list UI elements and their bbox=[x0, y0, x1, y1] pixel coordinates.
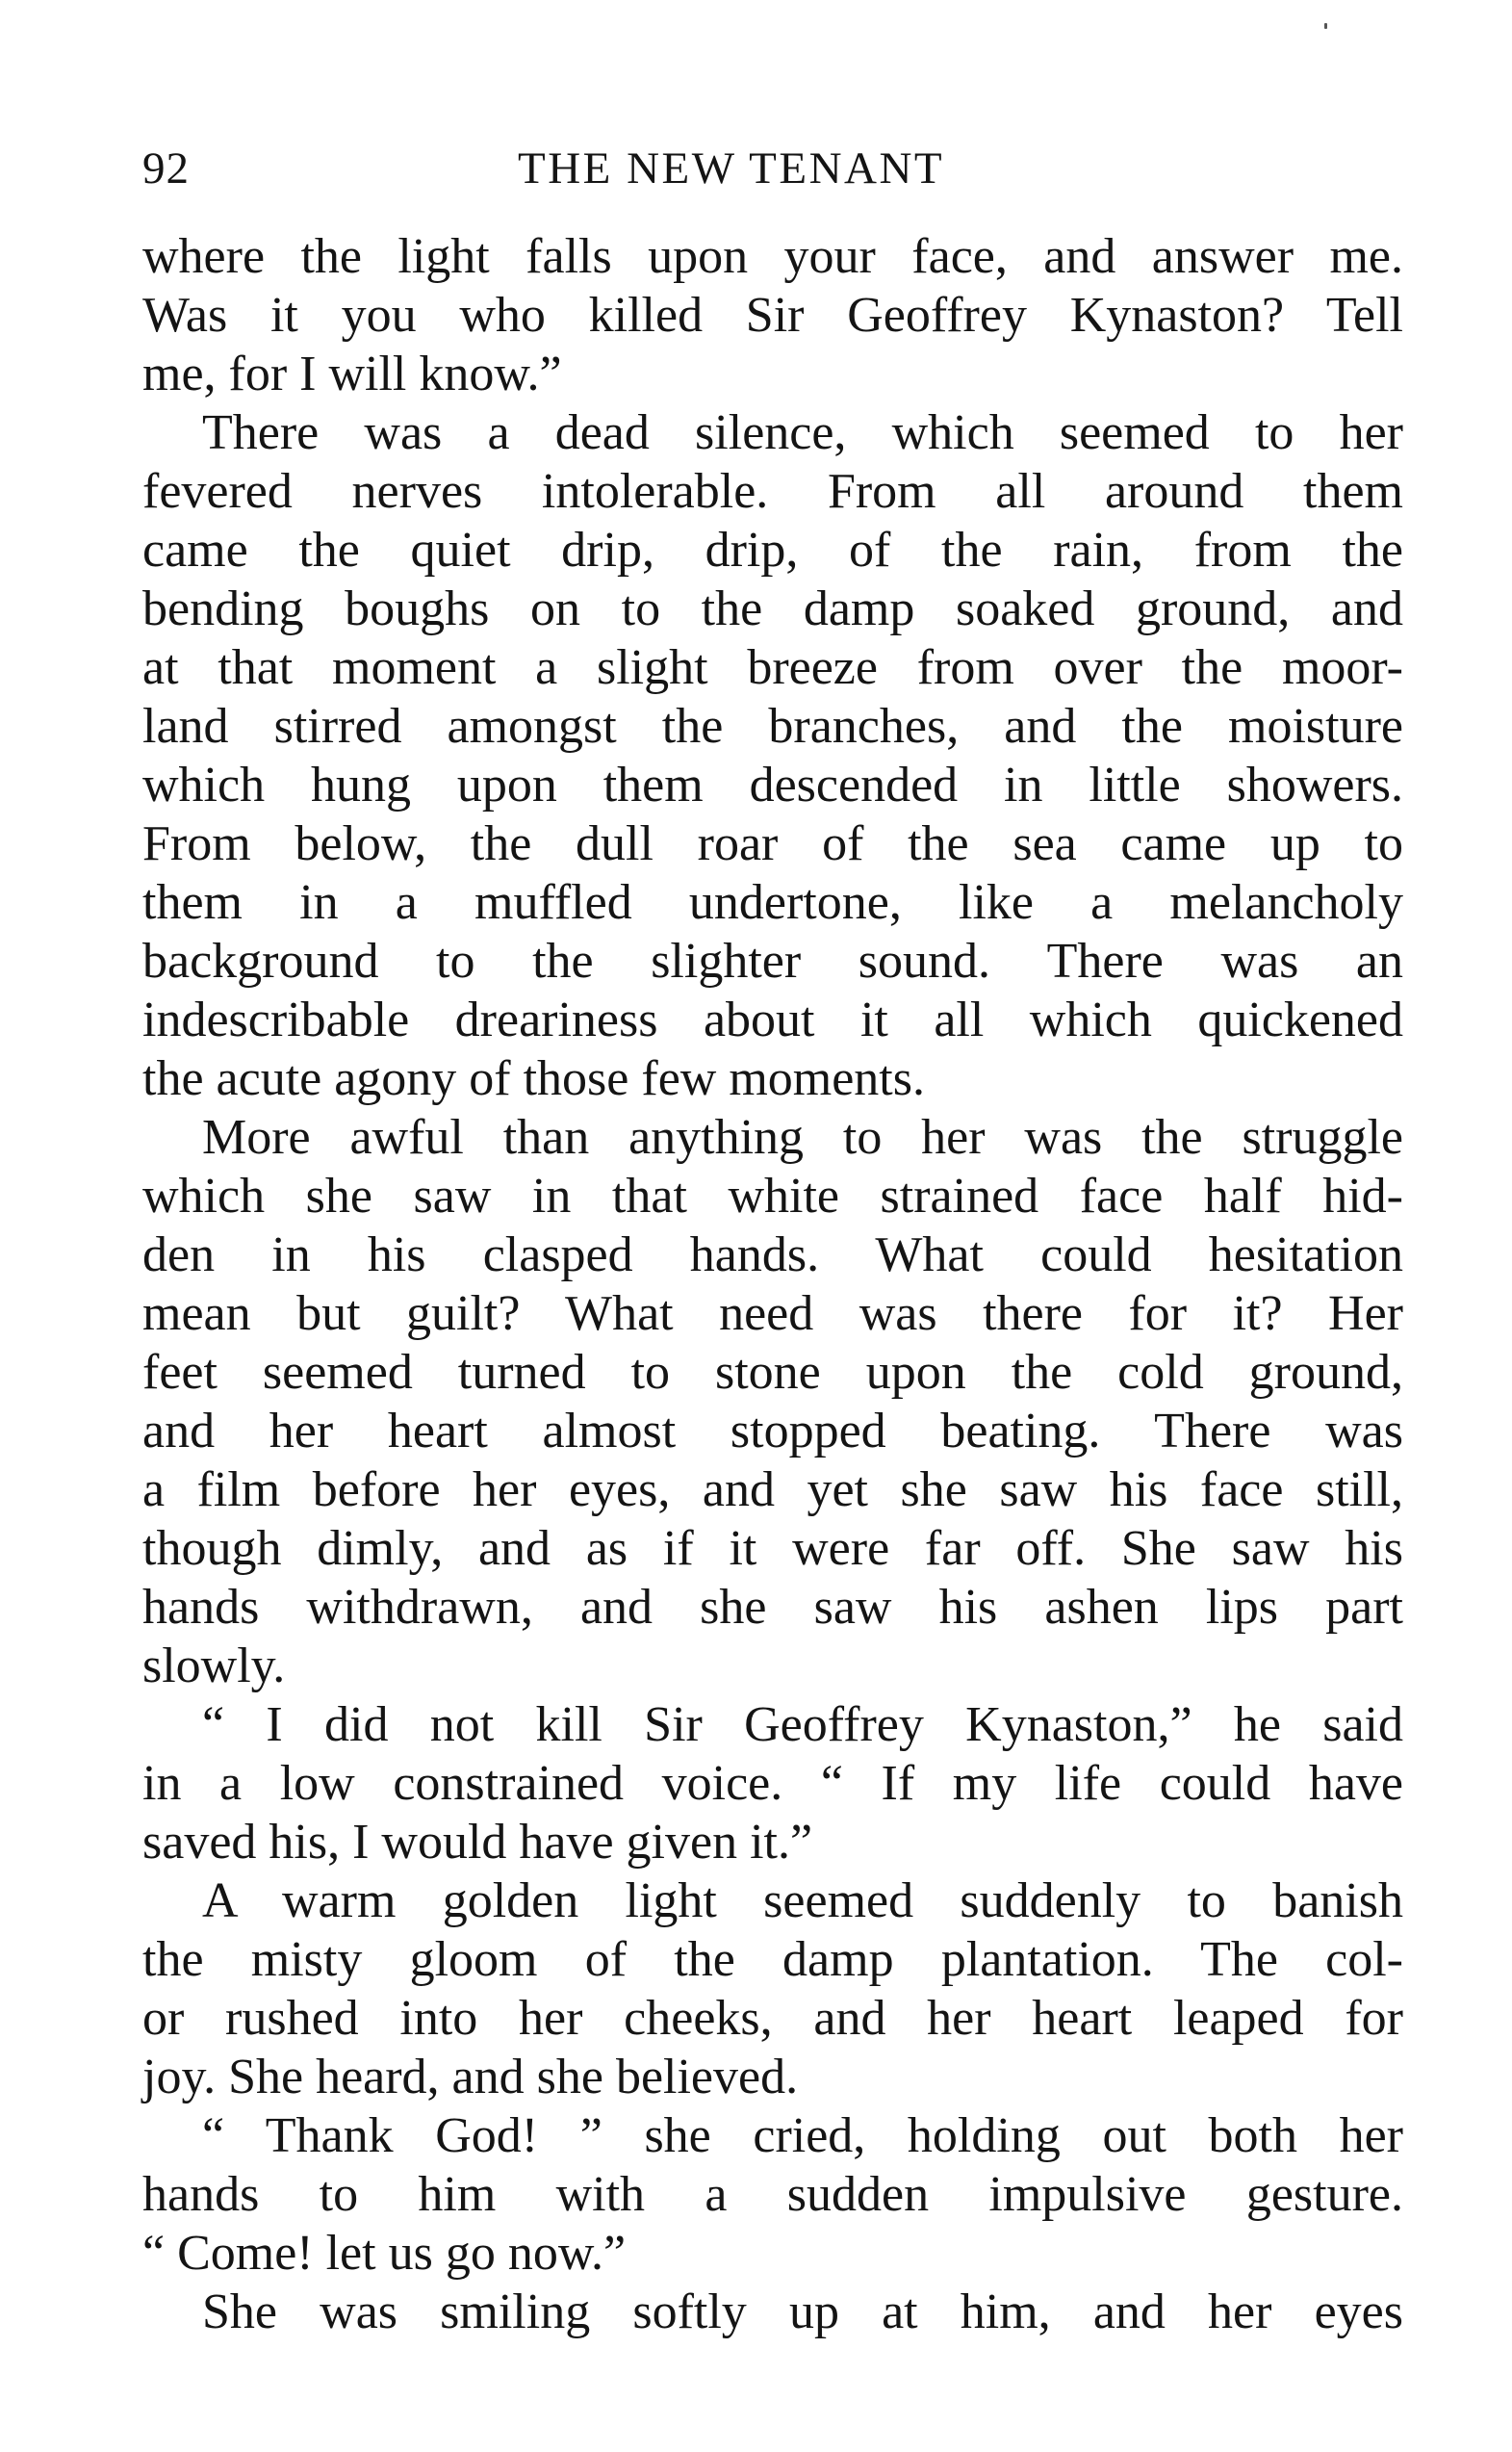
text-line: in a low constrained voice. “ If my life could have bbox=[142, 1756, 1403, 1811]
text-line: indescribable dreariness about it all which quickened bbox=[142, 993, 1403, 1047]
text-line: She was smiling softly up at him, and her eyes bbox=[202, 2284, 1403, 2339]
text-line: and her heart almost stopped beating. There was bbox=[142, 1404, 1403, 1458]
text-line: hands to him with a sudden impulsive gesture. bbox=[142, 2167, 1403, 2222]
text-line: “ I did not kill Sir Geoffrey Kynaston,” he said bbox=[202, 1697, 1403, 1752]
text-line: slowly. bbox=[142, 1639, 286, 1693]
text-line: There was a dead silence, which seemed to her bbox=[202, 405, 1403, 460]
text-line: came the quiet drip, drip, of the rain, from the bbox=[142, 523, 1403, 578]
text-line: “ Come! let us go now.” bbox=[142, 2226, 627, 2281]
text-line: land stirred amongst the branches, and the moisture bbox=[142, 699, 1403, 754]
page-number: 92 bbox=[142, 143, 190, 194]
text-line: More awful than anything to her was the struggle bbox=[202, 1110, 1403, 1165]
text-line: den in his clasped hands. What could hesitation bbox=[142, 1227, 1403, 1282]
text-line: background to the slighter sound. There was an bbox=[142, 934, 1403, 989]
print-speck bbox=[1324, 23, 1327, 29]
running-title: THE NEW TENANT bbox=[518, 143, 945, 194]
text-line: which she saw in that white strained face half hid- bbox=[142, 1169, 1403, 1224]
text-line: or rushed into her cheeks, and her heart leaped for bbox=[142, 1991, 1403, 2046]
text-line: me, for I will know.” bbox=[142, 347, 562, 401]
text-line: though dimly, and as if it were far off. She saw his bbox=[142, 1521, 1403, 1576]
text-line: them in a muffled undertone, like a melancholy bbox=[142, 875, 1403, 930]
text-line: joy. She heard, and she believed. bbox=[142, 2050, 799, 2104]
text-line: at that moment a slight breeze from over the moor- bbox=[142, 640, 1403, 695]
text-line: fevered nerves intolerable. From all around them bbox=[142, 464, 1403, 519]
text-line: A warm golden light seemed suddenly to banish bbox=[202, 1873, 1403, 1928]
text-line: “ Thank God! ” she cried, holding out both her bbox=[202, 2108, 1403, 2163]
text-line: hands withdrawn, and she saw his ashen lips part bbox=[142, 1580, 1403, 1635]
running-head bbox=[142, 135, 1403, 202]
text-line: which hung upon them descended in little showers. bbox=[142, 758, 1403, 813]
text-line: saved his, I would have given it.” bbox=[142, 1815, 813, 1870]
text-line: where the light falls upon your face, and answer me. bbox=[142, 229, 1403, 284]
text-line: From below, the dull roar of the sea came up to bbox=[142, 816, 1403, 871]
text-line: feet seemed turned to stone upon the cold ground, bbox=[142, 1345, 1403, 1400]
text-line: a film before her eyes, and yet she saw his face still, bbox=[142, 1462, 1403, 1517]
text-line: the acute agony of those few moments. bbox=[142, 1051, 925, 1106]
text-line: mean but guilt? What need was there for it? Her bbox=[142, 1286, 1403, 1341]
body-text bbox=[142, 227, 1403, 2341]
text-line: bending boughs on to the damp soaked ground, and bbox=[142, 581, 1403, 636]
text-line: Was it you who killed Sir Geoffrey Kynaston? Tell bbox=[142, 288, 1403, 343]
text-line: the misty gloom of the damp plantation. The col- bbox=[142, 1932, 1403, 1987]
